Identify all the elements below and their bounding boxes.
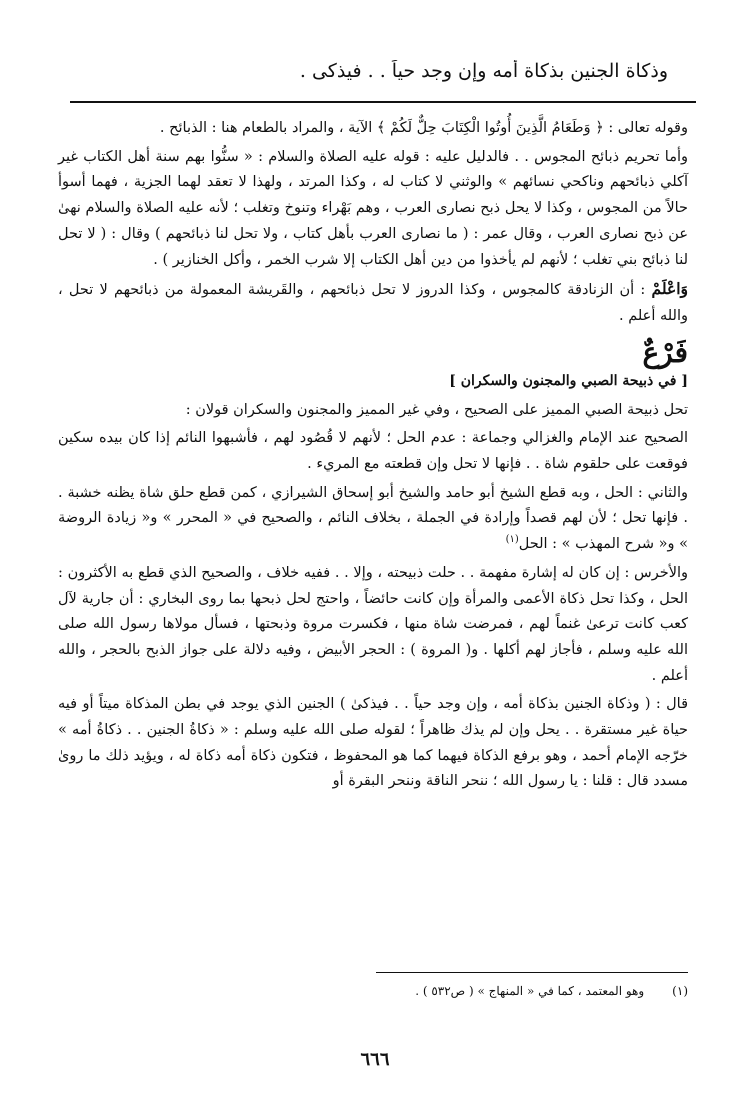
- section-heading-far: فَرْعٌ: [642, 335, 688, 369]
- paragraph-1: وقوله تعالى : ﴿ وَطَعَامُ الَّذِينَ أُوتُوا الْكِتَابَ حِلٌّ لَكُمْ ﴾ الآية ، والمراد بالطعام هنا : الذبائح .: [159, 120, 688, 136]
- paragraph-4: تحل ذبيحة الصبي المميز على الصحيح ، وفي غير المميز والمجنون والسكران قولان :: [185, 401, 688, 418]
- header-divider: [70, 101, 696, 103]
- section-subtitle: [ في ذبيحة الصبي والمجنون والسكران ]: [449, 372, 688, 389]
- paragraph-3: وَاعْلَمْ : أن الزنادقة كالمجوس ، وكذا الدروز لا تحل ذبائحهم ، والقَريشة المعمولة من ذبائحهم لا تحل ، والله أعلم .: [58, 279, 688, 324]
- footnote-number: (١): [672, 984, 688, 998]
- page-number: ٦٦٦: [360, 1049, 390, 1070]
- footnote-reference[interactable]: (١): [505, 534, 519, 546]
- paragraph-lead-word: وَاعْلَمْ: [651, 279, 688, 299]
- footnote-divider: [376, 972, 688, 973]
- paragraph-5: الصحيح عند الإمام والغزالي وجماعة : عدم الحل ؛ لأنهم لا قُصُود لهم ، فأشبهوا النائم إذا كان بيده سكين فوقعت على حلقوم شاة . . فإنها لا تحل وإن قطعته مع المريء .: [58, 430, 688, 473]
- paragraph-8: قال : ( وذكاة الجنين بذكاة أمه ، وإن وجد حياً . . فيذكىٰ ) الجنين الذي يوجد في بطن المذكاة ميتاً أو فيه حياة غير مستقرة . . يحل وإن لم يذك ظاهراً ؛ لقوله صلى الله عليه وسلم : « ذكاةُ الجنين . . ذكاةُ أمه » خرّجه الإمام أحمد ، وهو برفع الذكاة فيهما كما هو المحفوظ ، فتكون ذكاة أمه ذكاة له ، ويؤيد ذلك ما روىٰ مسدد قال : قلنا : يا رسول الله ؛ ننحر الناقة وننحر البقرة أو: [58, 696, 688, 790]
- footnote: [58, 984, 688, 998]
- paragraph-2: وأما تحريم ذبائح المجوس . . فالدليل عليه : قوله عليه الصلاة والسلام : « سنُّوا بهم سنة أهل الكتاب غير آكلي ذبائحهم وناكحي نسائهم » والوثني لا كتاب له ، وكذا المرتد ، ولهذا لا تعقد لهما الجزية ، فهما أسوأ حالاً من المجوس ، وكذا لا يحل ذبح نصارى العرب ، وهم بَهْراء وتنوخ وتغلب ؛ لأنه عليه الصلاة والسلام نهىٰ عن ذبح نصارى العرب ، وقال عمر : ( ما نصارى العرب بأهل كتاب ، ولا تحل لنا ذبائحهم ) وقال : ( لا تحل لنا ذبائح بني تغلب ؛ لأنهم لم يأخذوا من دين أهل الكتاب إلا شرب الخمر ، وأكل الخنازير ) .: [58, 148, 688, 268]
- main-text: [58, 116, 688, 798]
- footnote-text: وهو المعتمد ، كما في « المنهاج » ( ص٥٣٢ ) .: [415, 984, 645, 998]
- paragraph-7: والأخرس : إن كان له إشارة مفهمة . . حلت ذبيحته ، وإلا . . ففيه خلاف ، والصحيح الذي قطع به الأكثرون : الحل ، وكذا تحل ذكاة الأعمى والمرأة وإن كانت حائضاً ، واحتج لحل ذبحها بما روى البخاري : أن جارية لآل كعب كانت ترعىٰ غنماً لهم ، فمرضت شاة منها ، فكسرت مروة وذبحتها ، فسأل مولاها رسول الله صلى الله عليه وسلم ، فأجاز لهم أكلها . و( المروة ) : الحجر الأبيض ، وفيه دلالة على جواز الذبح بالحجر ، والله أعلم .: [58, 564, 688, 684]
- running-header: وذكاة الجنين بذكاة أمه وإن وجد حياً . . فيذكى .: [299, 60, 668, 82]
- paragraph-6: والثاني : الحل ، وبه قطع الشيخ أبو حامد والشيخ أبو إسحاق الشيرازي ، كمن قطع حلق شاة يظنه خشبة . . فإنها تحل ؛ لأن لهم قصداً وإرادة في الجملة ، بخلاف النائم ، والصحيح في « المحرر » و« زيادة الروضة » و« شرح المهذب » : الحل$^{(١)}$: [58, 484, 688, 553]
